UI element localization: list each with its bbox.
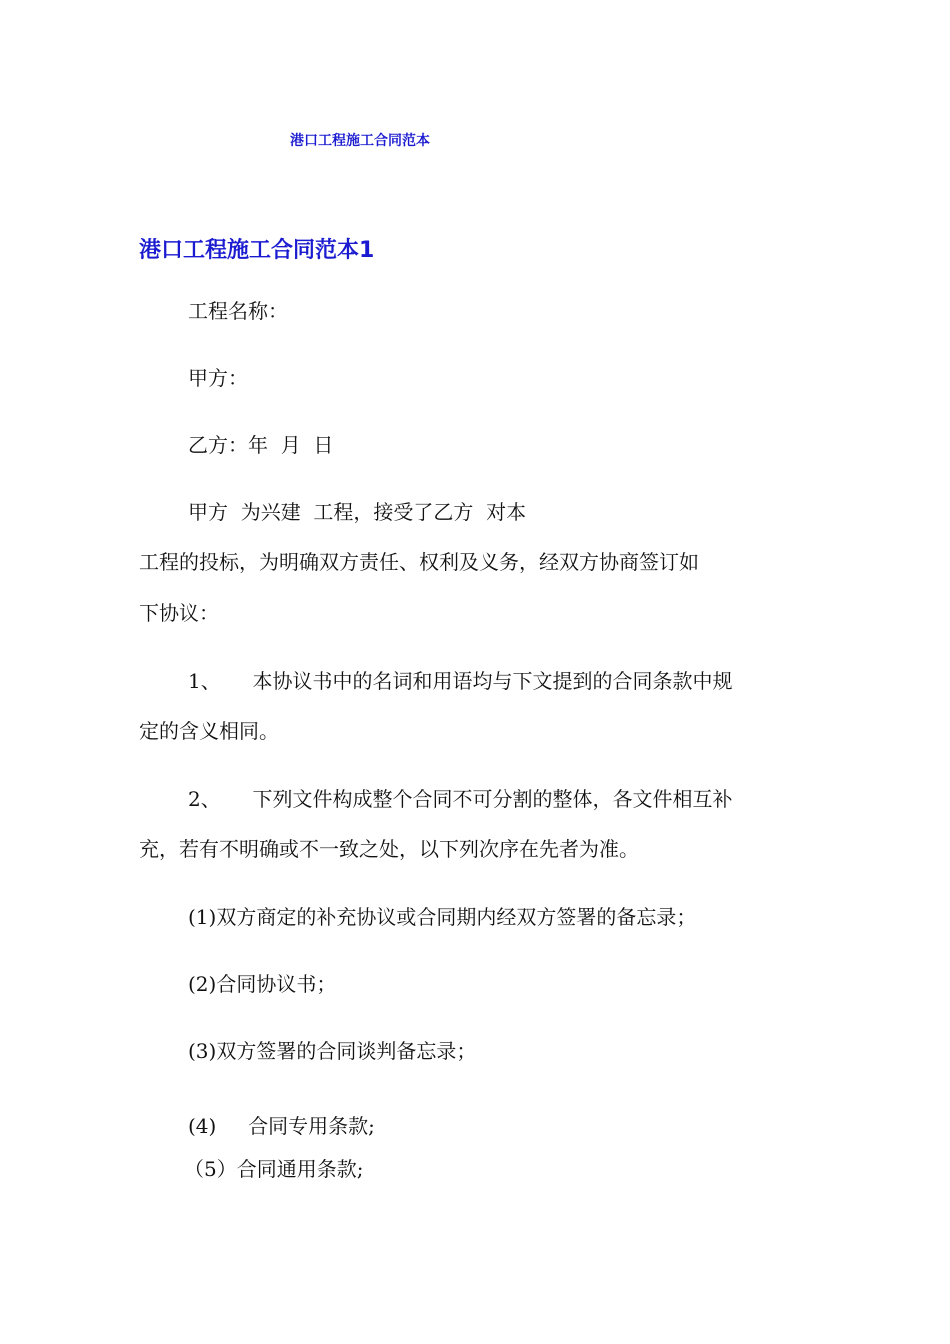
intro-line-3: 下协议： [139, 601, 219, 625]
list-item: (3)双方签署的合同谈判备忘录； [188, 1039, 477, 1063]
list-item: （5）合同通用条款; [184, 1157, 364, 1181]
list-item: (2)合同协议书； [188, 972, 337, 996]
intro-line-1: 甲方 为兴建 工程，接受了乙方 对本 [188, 500, 527, 524]
clause-2-line-2: 充，若有不明确或不一致之处，以下列次序在先者为准。 [139, 837, 639, 861]
running-header: 港口工程施工合同范本 [290, 133, 430, 149]
clause-2-line-1: 2、 下列文件构成整个合同不可分割的整体，各文件相互补 [188, 787, 733, 811]
party-a-field: 甲方： [188, 366, 248, 390]
list-item: (1)双方商定的补充协议或合同期内经双方签署的备忘录； [188, 905, 697, 929]
project-name-field: 工程名称： [188, 299, 288, 323]
document-title: 港口工程施工合同范本1 [139, 238, 375, 263]
list-item: (4) 合同专用条款; [188, 1114, 375, 1138]
clause-1-line-1: 1、 本协议书中的名词和用语均与下文提到的合同条款中规 [188, 669, 733, 693]
party-b-field: 乙方：年 月 日 [188, 433, 334, 457]
clause-1-line-2: 定的含义相同。 [139, 719, 279, 743]
intro-line-2: 工程的投标，为明确双方责任、权利及义务，经双方协商签订如 [139, 550, 699, 574]
